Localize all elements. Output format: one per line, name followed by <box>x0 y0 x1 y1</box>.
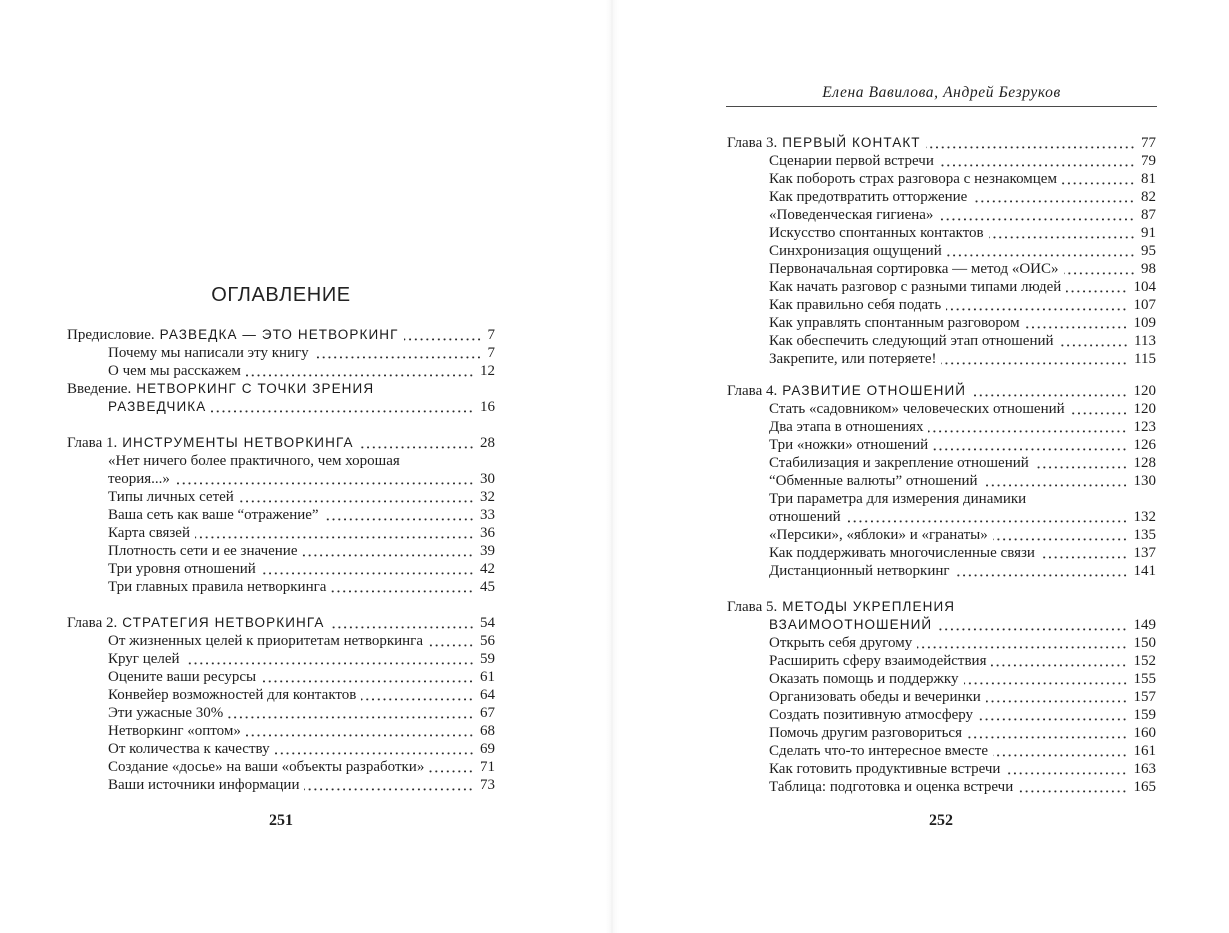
entry-title: Три «ножки» отношений <box>769 437 929 453</box>
entry-page-number: 30 <box>480 471 495 487</box>
entry-page-number: 73 <box>480 777 495 793</box>
entry-title: Создать позитивную атмосферу <box>769 707 974 723</box>
entry-title: РАЗВИТИЕ ОТНОШЕНИЙ <box>782 383 967 398</box>
entry-title: Ваши источники информации <box>108 777 300 793</box>
entry-title: Сделать что-то интересное вместе <box>769 743 988 759</box>
toc-subentry <box>67 560 495 578</box>
toc-subentry <box>67 344 495 362</box>
entry-page-number: 159 <box>1133 707 1156 723</box>
dot-leader <box>946 296 1127 314</box>
entry-page-number: 79 <box>1141 153 1156 169</box>
dot-leader <box>993 742 1128 760</box>
toc-section-preface <box>67 326 495 380</box>
toc-subentry-continuation <box>67 470 495 488</box>
entry-title-continuation: отношений <box>769 509 841 525</box>
entry-title: «Поведенческая гигиена» <box>769 207 934 223</box>
entry-page-number: 137 <box>1133 545 1156 561</box>
dot-leader <box>246 722 474 740</box>
entry-title: Как обеспечить следующий этап отношений <box>769 333 1054 349</box>
toc-entry-chapter-2 <box>67 614 495 632</box>
dot-leader <box>964 670 1128 688</box>
entry-page-number: 104 <box>1133 279 1156 295</box>
entry-title: Три параметра для измерения динамики <box>769 491 1027 507</box>
entry-title: Стать «садовником» человеческих отношений <box>769 401 1065 417</box>
entry-title: Искусство спонтанных контактов <box>769 225 984 241</box>
dot-leader <box>937 616 1127 634</box>
entry-title: Помочь другим разговориться <box>769 725 962 741</box>
dot-leader <box>1005 760 1127 778</box>
dot-leader <box>993 526 1128 544</box>
toc-subentry <box>727 296 1156 314</box>
dot-leader <box>983 472 1128 490</box>
entry-title: Сценарии первой встречи <box>769 153 934 169</box>
entry-title-continuation: РАЗВЕДЧИКА <box>108 399 207 414</box>
entry-page-number: 161 <box>1133 743 1156 759</box>
entry-page-number: 163 <box>1133 761 1156 777</box>
entry-title: От количества к качеству <box>108 741 270 757</box>
toc-list-right <box>727 134 1156 796</box>
toc-subentry <box>67 632 495 650</box>
entry-page-number: 115 <box>1134 351 1156 367</box>
entry-title: Круг целей <box>108 651 180 667</box>
toc-subentry <box>67 704 495 722</box>
toc-section-introduction <box>67 380 495 416</box>
entry-title: Расширить сферу взаимодействия <box>769 653 987 669</box>
entry-title: Как готовить продуктивные встречи <box>769 761 1001 777</box>
dot-leader <box>972 188 1135 206</box>
right-page <box>612 0 1229 933</box>
entry-page-number: 126 <box>1133 437 1156 453</box>
dot-leader <box>928 418 1127 436</box>
entry-page-number: 132 <box>1133 509 1156 525</box>
toc-subentry <box>727 436 1156 454</box>
left-page <box>0 0 611 933</box>
entry-page-number: 135 <box>1133 527 1156 543</box>
chapter-label: Глава 2. <box>67 615 118 631</box>
dot-leader <box>938 206 1135 224</box>
entry-title: Дистанционный нетворкинг <box>769 563 950 579</box>
entry-title: Синхронизация ощущений <box>769 243 942 259</box>
chapter-label: Глава 3. <box>727 135 778 151</box>
entry-page-number: 33 <box>480 507 495 523</box>
toc-subentry <box>727 332 1156 350</box>
entry-page-number: 32 <box>480 489 495 505</box>
dot-leader <box>246 362 474 380</box>
page-number-right: 252 <box>929 812 953 829</box>
toc-subentry <box>727 314 1156 332</box>
section-spacer <box>727 580 1156 598</box>
entry-page-number: 130 <box>1133 473 1156 489</box>
dot-leader <box>1059 332 1129 350</box>
entry-title: Таблица: подготовка и оценка встречи <box>769 779 1014 795</box>
entry-page-number: 67 <box>480 705 495 721</box>
toc-entry-chapter-3 <box>727 134 1156 152</box>
toc-subentry <box>727 670 1156 688</box>
entry-page-number: 107 <box>1133 297 1156 313</box>
entry-title: Создание «досье» на ваши «объекты разработки» <box>108 759 425 775</box>
dot-leader <box>1062 170 1135 188</box>
entry-title: Как поддерживать многочисленные связи <box>769 545 1035 561</box>
dot-leader <box>275 740 474 758</box>
toc-entry-chapter-5 <box>727 598 1156 616</box>
entry-page-number: 91 <box>1141 225 1156 241</box>
toc-subentry <box>67 542 495 560</box>
entry-page-number: 71 <box>480 759 495 775</box>
dot-leader <box>971 382 1127 400</box>
entry-page-number: 7 <box>487 345 495 361</box>
entry-title: ПЕРВЫЙ КОНТАКТ <box>782 135 921 150</box>
toc-subentry <box>727 188 1156 206</box>
entry-page-number: 54 <box>480 615 495 631</box>
entry-page-number: 64 <box>480 687 495 703</box>
entry-page-number: 109 <box>1133 315 1156 331</box>
dot-leader <box>1025 314 1128 332</box>
entry-page-number: 59 <box>480 651 495 667</box>
toc-subentry <box>727 562 1156 580</box>
entry-title-continuation: теория...» <box>108 471 170 487</box>
toc-subentry <box>727 152 1156 170</box>
toc-section-chapter-2 <box>67 614 495 794</box>
entry-title: Ваша сеть как ваше “отражение” <box>108 507 319 523</box>
toc-subentry <box>67 776 495 794</box>
toc-subentry <box>727 454 1156 472</box>
entry-title: Эти ужасные 30% <box>108 705 224 721</box>
entry-title: О чем мы расскажем <box>108 363 241 379</box>
entry-title: Первоначальная сортировка — метод «ОИС» <box>769 261 1059 277</box>
entry-page-number: 61 <box>480 669 495 685</box>
entry-prefix: Предисловие. <box>67 327 155 343</box>
entry-title: Стабилизация и закрепление отношений <box>769 455 1029 471</box>
entry-page-number: 69 <box>480 741 495 757</box>
dot-leader <box>404 326 482 344</box>
section-spacer <box>67 596 495 614</box>
entry-title: Три уровня отношений <box>108 561 256 577</box>
toc-entry-chapter-1 <box>67 434 495 452</box>
toc-subentry <box>727 260 1156 278</box>
dot-leader <box>211 398 474 416</box>
dot-leader <box>917 634 1127 652</box>
entry-page-number: 45 <box>480 579 495 595</box>
entry-title: Три главных правила нетворкинга <box>108 579 327 595</box>
entry-page-number: 28 <box>480 435 495 451</box>
dot-leader <box>330 614 475 632</box>
toc-subentry <box>727 760 1156 778</box>
toc-subentry <box>727 742 1156 760</box>
dot-leader <box>429 758 474 776</box>
entry-title: Типы личных сетей <box>108 489 234 505</box>
toc-subentry <box>727 778 1156 796</box>
toc-subentry <box>727 652 1156 670</box>
entry-title: Плотность сети и ее значение <box>108 543 298 559</box>
entry-page-number: 128 <box>1133 455 1156 471</box>
dot-leader <box>941 350 1128 368</box>
entry-page-number: 42 <box>480 561 495 577</box>
chapter-label: Глава 4. <box>727 383 778 399</box>
dot-leader <box>261 668 474 686</box>
entry-title: Оцените ваши ресурсы <box>108 669 257 685</box>
entry-title: Организовать обеды и вечеринки <box>769 689 981 705</box>
dot-leader <box>228 704 474 722</box>
dot-leader <box>1018 778 1127 796</box>
entry-page-number: 160 <box>1133 725 1156 741</box>
toc-subentry <box>727 400 1156 418</box>
entry-page-number: 120 <box>1133 383 1156 399</box>
dot-leader <box>331 578 474 596</box>
entry-title: НЕТВОРКИНГ С ТОЧКИ ЗРЕНИЯ <box>136 381 375 396</box>
toc-subentry <box>727 526 1156 544</box>
toc-section-chapter-5 <box>727 598 1156 796</box>
entry-page-number: 113 <box>1134 333 1156 349</box>
chapter-label: Глава 1. <box>67 435 118 451</box>
entry-title: Как побороть страх разговора с незнакомцем <box>769 171 1057 187</box>
entry-title: От жизненных целей к приоритетам нетворкинга <box>108 633 423 649</box>
entry-page-number: 152 <box>1133 653 1156 669</box>
entry-page-number: 16 <box>480 399 495 415</box>
dot-leader <box>185 650 474 668</box>
dot-leader <box>324 506 474 524</box>
entry-page-number: 150 <box>1133 635 1156 651</box>
entry-page-number: 39 <box>480 543 495 559</box>
entry-page-number: 149 <box>1133 617 1156 633</box>
entry-title: Нетворкинг «оптом» <box>108 723 241 739</box>
dot-leader <box>846 508 1128 526</box>
entry-title: СТРАТЕГИЯ НЕТВОРКИНГА <box>122 615 325 630</box>
entry-page-number: 157 <box>1133 689 1156 705</box>
toc-subentry <box>727 206 1156 224</box>
toc-subentry <box>727 472 1156 490</box>
entry-page-number: 141 <box>1133 563 1156 579</box>
toc-entry-introduction <box>67 380 495 398</box>
toc-subentry-continuation <box>727 508 1156 526</box>
toc-subentry <box>67 488 495 506</box>
entry-prefix: Введение. <box>67 381 132 397</box>
dot-leader <box>978 706 1127 724</box>
entry-page-number: 68 <box>480 723 495 739</box>
toc-subentry <box>67 668 495 686</box>
dot-leader <box>947 242 1135 260</box>
entry-page-number: 56 <box>480 633 495 649</box>
chapter-label: Глава 5. <box>727 599 778 615</box>
entry-page-number: 36 <box>480 525 495 541</box>
entry-page-number: 7 <box>487 327 495 343</box>
dot-leader <box>986 688 1128 706</box>
entry-title: Два этапа в отношениях <box>769 419 924 435</box>
dot-leader <box>428 632 474 650</box>
toc-entry-chapter-4 <box>727 382 1156 400</box>
toc-subentry <box>727 544 1156 562</box>
toc-subentry <box>67 686 495 704</box>
section-spacer <box>727 368 1156 382</box>
toc-section-chapter-1 <box>67 434 495 596</box>
entry-title: “Обменные валюты” отношений <box>769 473 978 489</box>
dot-leader <box>195 524 474 542</box>
toc-subentry <box>67 452 495 470</box>
entry-title: Почему мы написали эту книгу <box>108 345 309 361</box>
toc-entry-introduction-continuation <box>67 398 495 416</box>
dot-leader <box>304 776 474 794</box>
entry-title: Открыть себя другому <box>769 635 913 651</box>
dot-leader <box>926 134 1135 152</box>
dot-leader <box>359 434 474 452</box>
dot-leader <box>989 224 1135 242</box>
toc-subentry <box>727 688 1156 706</box>
dot-leader <box>1064 260 1135 278</box>
entry-title: «Нет ничего более практичного, чем хорошая <box>108 453 400 469</box>
entry-title: МЕТОДЫ УКРЕПЛЕНИЯ <box>782 599 956 614</box>
entry-page-number: 98 <box>1141 261 1156 277</box>
toc-subentry <box>727 724 1156 742</box>
toc-entry-preface <box>67 326 495 344</box>
dot-leader <box>314 344 482 362</box>
dot-leader <box>955 562 1128 580</box>
toc-subentry <box>727 278 1156 296</box>
dot-leader <box>302 542 474 560</box>
dot-leader <box>175 470 474 488</box>
dot-leader <box>1070 400 1128 418</box>
entry-page-number: 123 <box>1133 419 1156 435</box>
toc-subentry <box>67 740 495 758</box>
toc-subentry <box>67 506 495 524</box>
dot-leader <box>939 152 1135 170</box>
toc-subentry <box>67 578 495 596</box>
entry-title: «Персики», «яблоки» и «гранаты» <box>769 527 988 543</box>
toc-subentry <box>67 722 495 740</box>
entry-page-number: 155 <box>1133 671 1156 687</box>
toc-subentry <box>727 490 1156 508</box>
toc-subentry <box>727 350 1156 368</box>
toc-subentry <box>727 418 1156 436</box>
entry-title: ИНСТРУМЕНТЫ НЕТВОРКИНГА <box>122 435 354 450</box>
entry-title-continuation: ВЗАИМООТНОШЕНИЙ <box>769 617 933 632</box>
running-header: Елена Вавилова, Андрей Безруков <box>822 84 1061 101</box>
dot-leader <box>261 560 474 578</box>
toc-section-chapter-4 <box>727 382 1156 580</box>
toc-subentry <box>727 170 1156 188</box>
toc-list-left <box>67 326 495 794</box>
entry-page-number: 82 <box>1141 189 1156 205</box>
entry-page-number: 12 <box>480 363 495 379</box>
toc-subentry <box>67 362 495 380</box>
toc-subentry <box>67 758 495 776</box>
entry-page-number: 87 <box>1141 207 1156 223</box>
toc-section-chapter-3 <box>727 134 1156 368</box>
entry-page-number: 165 <box>1133 779 1156 795</box>
entry-title: Как правильно себя подать <box>769 297 942 313</box>
page-number-left: 251 <box>269 812 293 829</box>
entry-page-number: 81 <box>1141 171 1156 187</box>
toc-subentry <box>727 706 1156 724</box>
dot-leader <box>361 686 474 704</box>
entry-title: Конвейер возможностей для контактов <box>108 687 357 703</box>
toc-subentry <box>67 650 495 668</box>
header-rule <box>726 106 1157 107</box>
entry-title: РАЗВЕДКА — ЭТО НЕТВОРКИНГ <box>159 327 399 342</box>
entry-title: Карта связей <box>108 525 190 541</box>
entry-title: Как начать разговор с разными типами людей <box>769 279 1062 295</box>
entry-page-number: 95 <box>1141 243 1156 259</box>
toc-subentry <box>727 242 1156 260</box>
dot-leader <box>991 652 1127 670</box>
dot-leader <box>967 724 1128 742</box>
dot-leader <box>1034 454 1128 472</box>
entry-page-number: 120 <box>1133 401 1156 417</box>
dot-leader <box>1066 278 1127 296</box>
toc-subentry <box>727 224 1156 242</box>
entry-title: Закрепите, или потеряете! <box>769 351 937 367</box>
section-spacer <box>67 416 495 434</box>
toc-entry-chapter-5-continuation <box>727 616 1156 634</box>
dot-leader <box>1040 544 1128 562</box>
toc-subentry <box>727 634 1156 652</box>
toc-heading: ОГЛАВЛЕНИЕ <box>211 284 351 306</box>
dot-leader <box>239 488 474 506</box>
entry-page-number: 77 <box>1141 135 1156 151</box>
dot-leader <box>933 436 1127 454</box>
entry-title: Как предотвратить отторжение <box>769 189 968 205</box>
toc-subentry <box>67 524 495 542</box>
entry-title: Как управлять спонтанным разговором <box>769 315 1020 331</box>
entry-title: Оказать помощь и поддержку <box>769 671 959 687</box>
